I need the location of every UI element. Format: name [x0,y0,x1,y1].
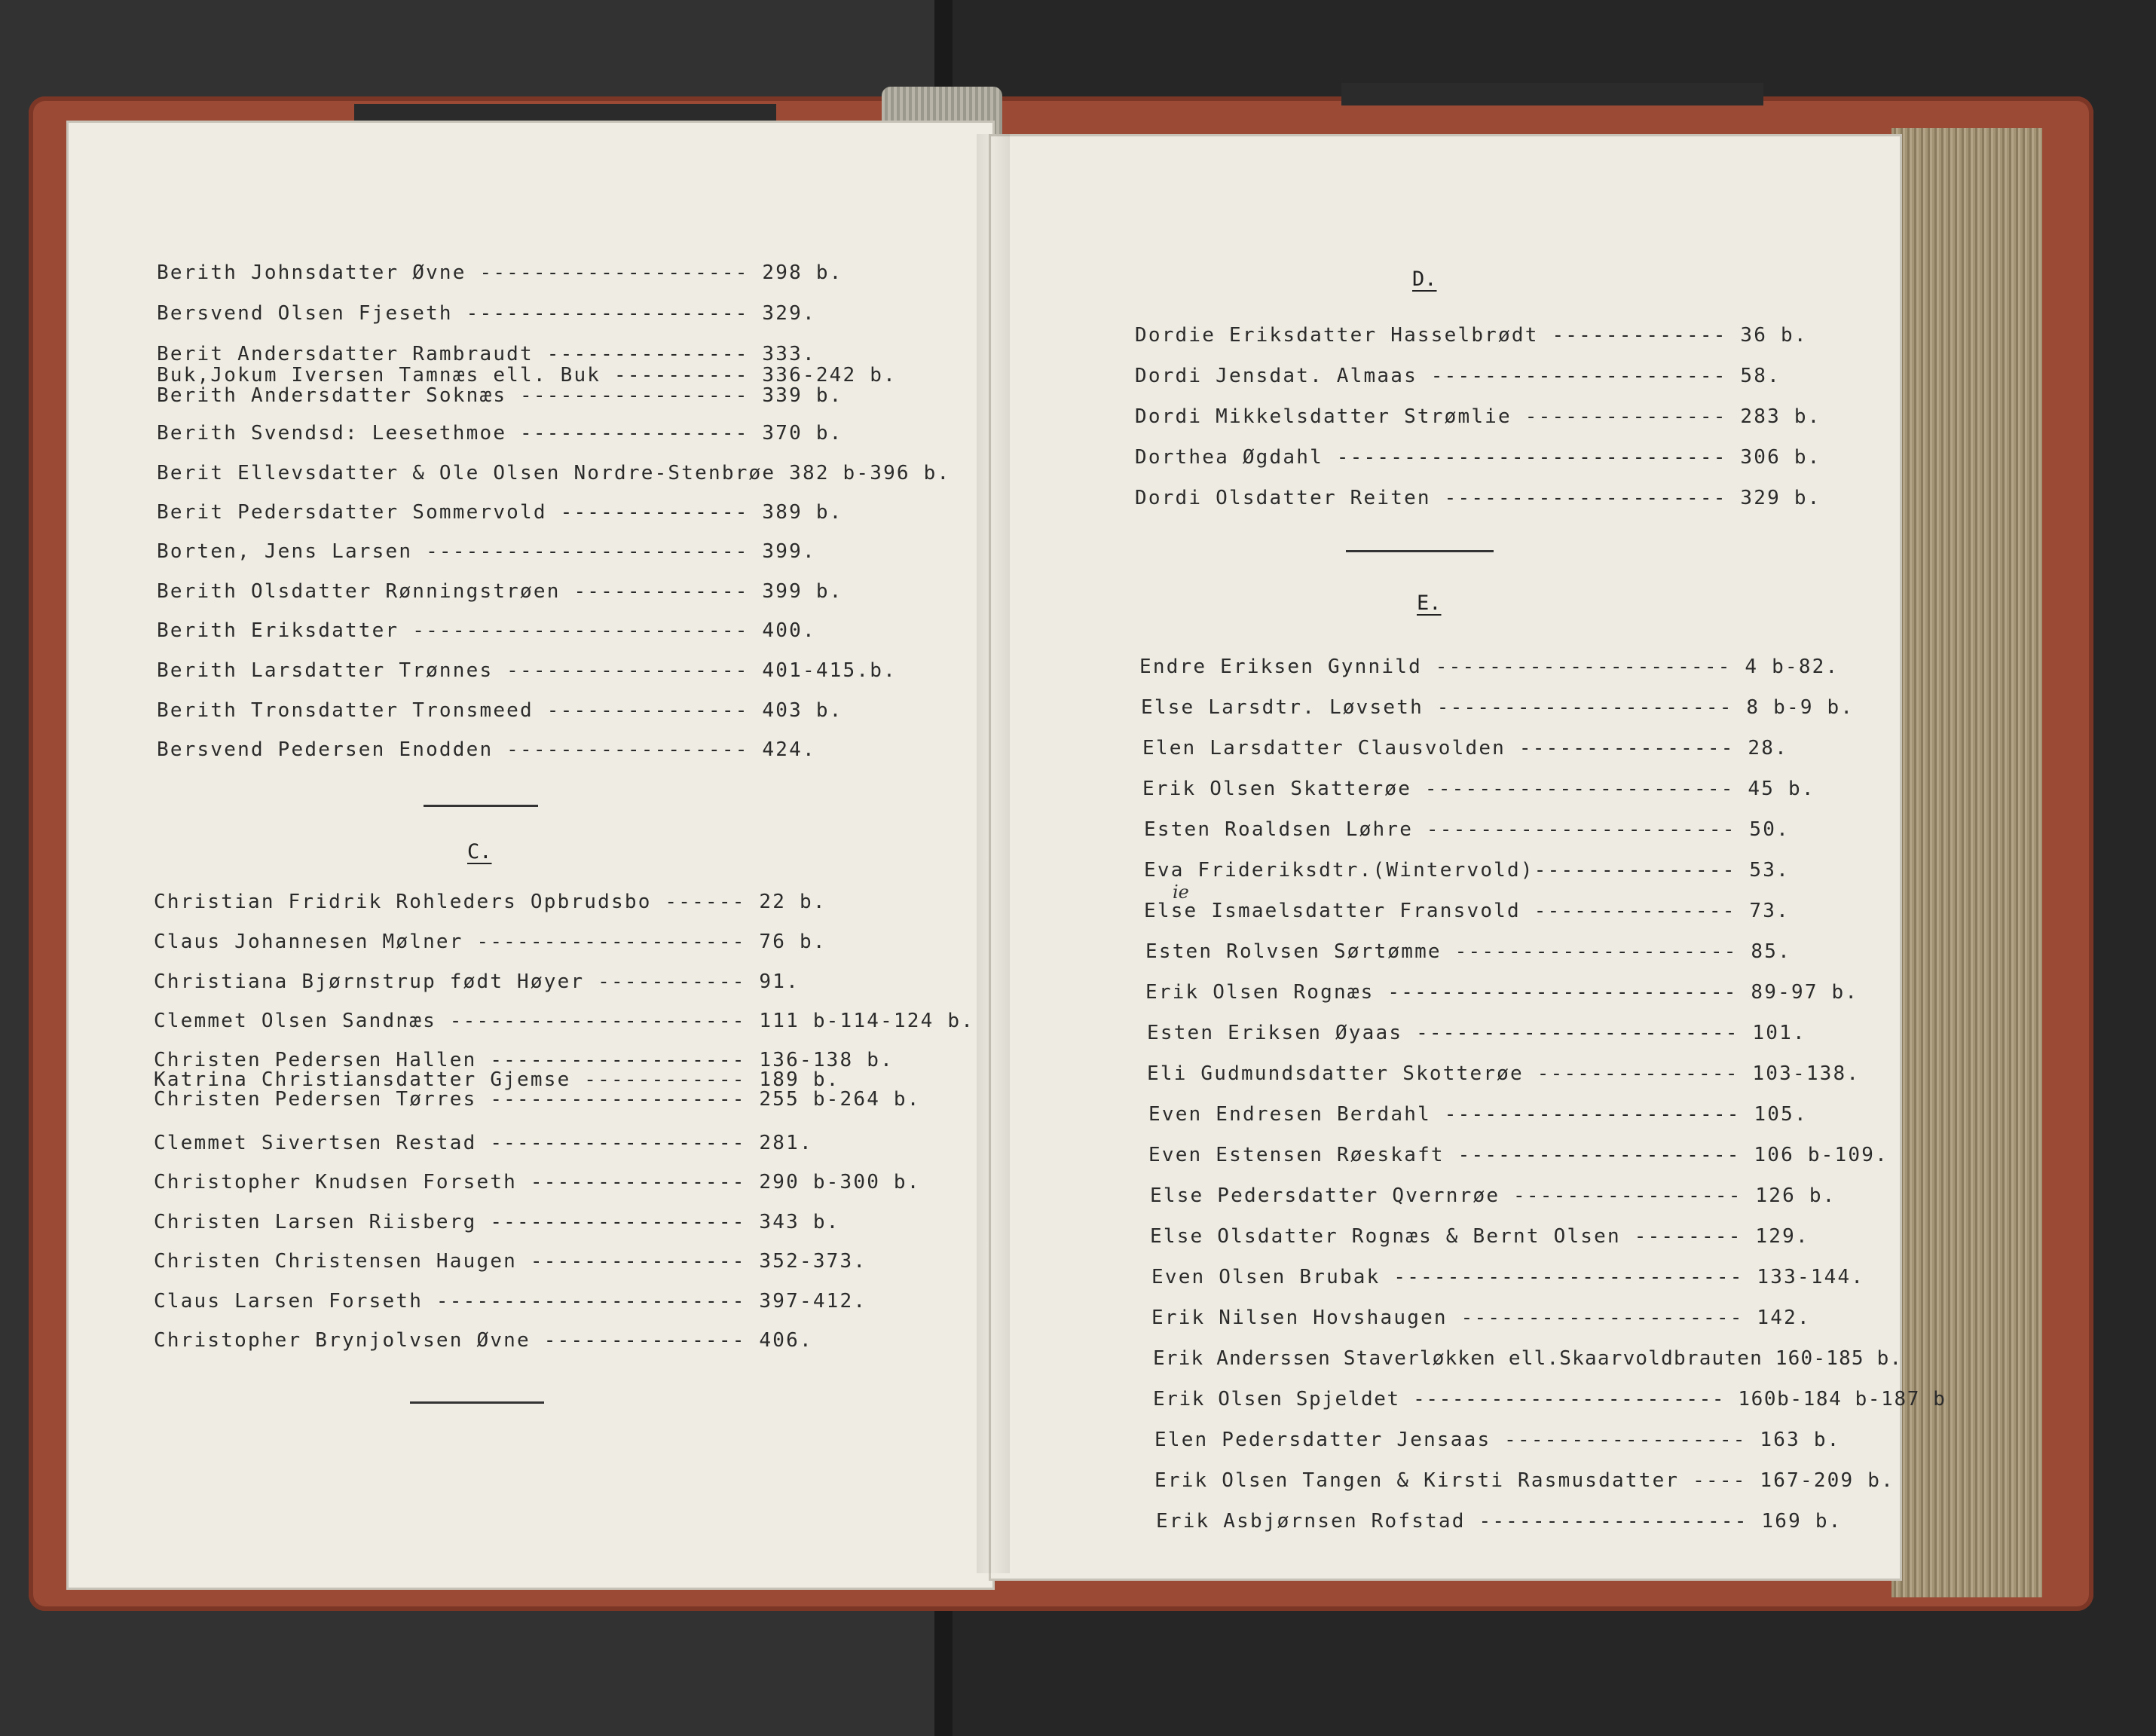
section-divider [424,805,538,807]
index-entry: Erik Anderssen Staverløkken ell.Skaarvoldbrauten 160-185 b. [1153,1347,1903,1370]
book-gutter [977,134,1010,1573]
index-entry: Dordi Jensdat. Almaas ---------------------- 58. [1135,365,1781,387]
index-entry: Elen Larsdatter Clausvolden ---------------- 28. [1142,737,1788,760]
index-entry: Buk,Jokum Iversen Tamnæs ell. Buk ---------- 336-242 b. [157,364,897,387]
index-entry: Esten Eriksen Øyaas ------------------------ 101. [1147,1022,1806,1044]
index-entry: Berith Eriksdatter ------------------------- 400. [157,619,816,642]
index-entry: Even Estensen Røeskaft --------------------- 106 b-109. [1148,1144,1888,1166]
index-entry: Eva Frideriksdtr.(Wintervold)--------------- 53. [1144,859,1790,882]
section-heading-e: E. [1417,591,1442,615]
index-entry: Else Ismaelsdatter Fransvold --------------- 73. [1144,900,1790,922]
index-entry: Erik Olsen Skatterøe ----------------------- 45 b. [1142,778,1815,800]
index-entry: Katrina Christiansdatter Gjemse ------------ 189 b. [154,1068,840,1091]
index-entry: Erik Olsen Spjeldet ------------------------ 160b-184 b-187 b [1153,1388,1947,1410]
index-entry: Else Olsdatter Rognæs & Bernt Olsen -------- 129. [1150,1225,1809,1248]
index-entry: Clemmet Olsen Sandnæs ---------------------- 111 b-114-124 b. [154,1010,975,1032]
index-entry: Berit Pedersdatter Sommervold -------------- 389 b. [157,501,843,524]
index-entry: Dordi Olsdatter Reiten --------------------- 329 b. [1135,487,1821,509]
index-entry: Dorthea Øgdahl ----------------------------- 306 b. [1135,446,1821,469]
index-entry: Erik Nilsen Hovshaugen --------------------- 142. [1151,1307,1811,1329]
handwritten-insertion: ie [1173,882,1189,903]
index-entry: Berit Andersdatter Rambraudt --------------- 333. [157,343,816,365]
index-entry: Berith Svendsd: Leesethmoe ----------------- 370 b. [157,422,843,445]
index-entry: Borten, Jens Larsen ------------------------ 399. [157,540,816,563]
page-edges [1891,128,2042,1597]
index-entry: Clemmet Sivertsen Restad ------------------- 281. [154,1132,813,1154]
index-entry: Christiana Bjørnstrup født Høyer ----------- 91. [154,970,800,993]
cover-cloth-right [1341,83,1763,105]
index-entry: Esten Roaldsen Løhre ----------------------- 50. [1144,818,1790,841]
index-entry: Christen Pedersen Tørres ------------------- 255 b-264 b. [154,1088,921,1111]
index-entry: Christen Christensen Haugen ---------------- 352-373. [154,1250,867,1273]
index-entry: Claus Larsen Forseth ----------------------- 397-412. [154,1290,867,1313]
index-entry: Dordi Mikkelsdatter Strømlie --------------- 283 b. [1135,405,1821,428]
index-entry: Berith Johnsdatter Øvne -------------------- 298 b. [157,261,843,284]
index-entry: Endre Eriksen Gynnild ---------------------- 4 b-82. [1139,656,1839,678]
index-entry: Berith Larsdatter Trønnes ------------------ 401-415.b. [157,659,897,682]
index-entry: Erik Olsen Rognæs -------------------------- 89-97 b. [1145,981,1859,1004]
section-divider [1346,550,1494,552]
index-entry: Eli Gudmundsdatter Skotterøe --------------- 103-138. [1147,1062,1861,1085]
index-entry: Claus Johannesen Mølner -------------------- 76 b. [154,931,827,953]
index-entry: Berit Ellevsdatter & Ole Olsen Nordre-Stenbrøe 382 b-396 b. [157,462,951,484]
index-entry: Esten Rolvsen Sørtømme --------------------- 85. [1145,940,1791,963]
index-entry: Else Larsdtr. Løvseth ---------------------- 8 b-9 b. [1141,696,1855,719]
section-divider [410,1401,544,1404]
index-entry: Christen Larsen Riisberg ------------------- 343 b. [154,1211,840,1233]
index-entry: Berith Olsdatter Rønningstrøen ------------- 399 b. [157,580,843,603]
index-entry: Bersvend Pedersen Enodden ------------------ 424. [157,738,816,761]
index-entry: Christopher Knudsen Forseth ---------------- 290 b-300 b. [154,1171,921,1194]
index-entry: Christen Pedersen Hallen ------------------- 136-138 b. [154,1049,894,1071]
index-entry: Bersvend Olsen Fjeseth --------------------- 329. [157,302,816,325]
index-entry: Erik Asbjørnsen Rofstad -------------------- 169 b. [1156,1510,1843,1533]
index-entry: Berith Tronsdatter Tronsmeed --------------- 403 b. [157,699,843,722]
index-entry: Christian Fridrik Rohleders Opbrudsbo ------ 22 b. [154,891,827,913]
index-entry: Christopher Brynjolvsen Øvne --------------- 406. [154,1329,813,1352]
index-entry: Elen Pedersdatter Jensaas ------------------ 163 b. [1154,1429,1841,1451]
left-page [66,121,995,1590]
section-heading-c: C. [467,840,492,863]
index-entry: Berith Andersdatter Soknæs ----------------- 339 b. [157,384,843,407]
index-entry: Even Olsen Brubak -------------------------- 133-144. [1151,1266,1865,1288]
index-entry: Else Pedersdatter Qvernrøe ----------------- 126 b. [1150,1184,1836,1207]
index-entry: Even Endresen Berdahl ---------------------- 105. [1148,1103,1808,1126]
section-heading-d: D. [1412,267,1437,291]
index-entry: Erik Olsen Tangen & Kirsti Rasmusdatter ---- 167-209 b. [1154,1469,1895,1492]
index-entry: Dordie Eriksdatter Hasselbrødt ------------- 36 b. [1135,324,1808,347]
